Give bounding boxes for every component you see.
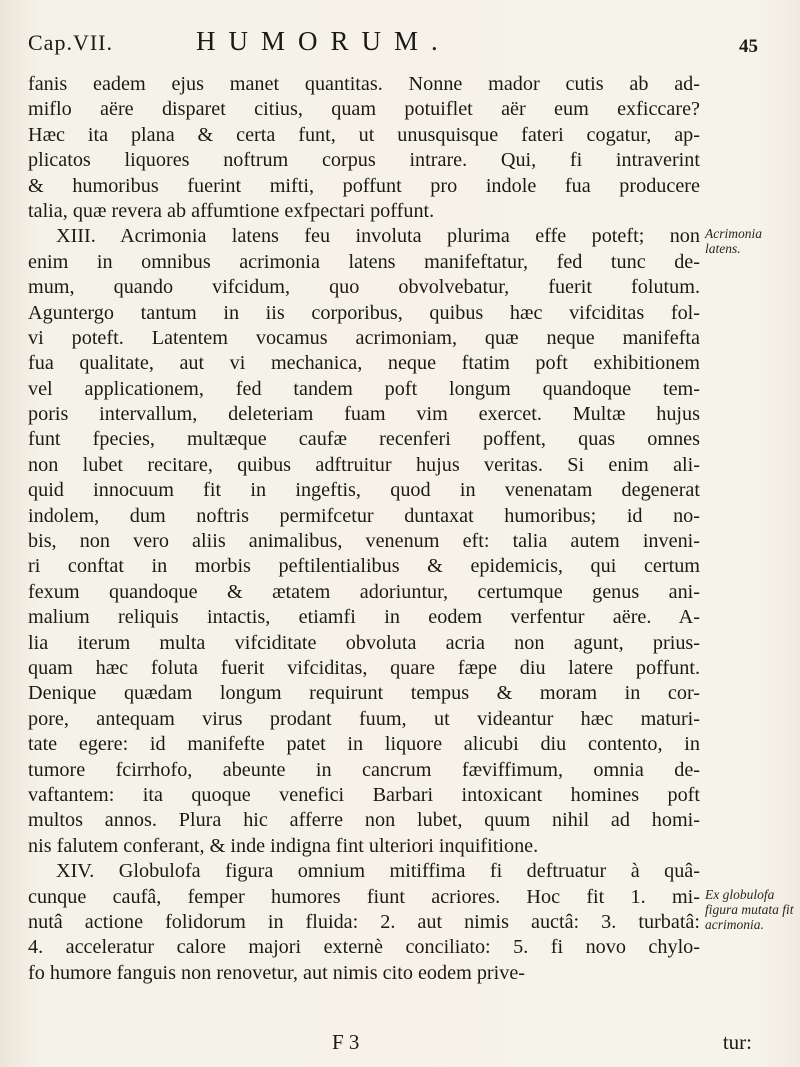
text-line: Denique quædam longum requirunt tempus & moram in cor- bbox=[28, 682, 700, 705]
text-line: vi poteft. Latentem vocamus acrimoniam, quæ neque manifefta bbox=[28, 326, 700, 349]
running-title: HUMORUM. bbox=[196, 26, 451, 56]
text-line: Aguntergo tantum in iis corporibus, quibus hæc vifciditas fol- bbox=[28, 301, 700, 324]
text-line: XIV. Globulofa figura omnium mitiffima fi deftruatur à quâ- bbox=[56, 860, 700, 883]
text-line: vaftantem: ita quoque venefici Barbari intoxicant homines poft bbox=[28, 783, 700, 806]
text-line: fo humore fanguis non renovetur, aut nimis cito eodem prive- bbox=[28, 961, 526, 984]
text-line: mum, quando vifcidum, quo obvolvebatur, fuerit folutum. bbox=[28, 276, 700, 299]
text-line: lia iterum multa vifciditate obvoluta acria non agunt, prius- bbox=[28, 631, 700, 654]
catchword: tur: bbox=[722, 1030, 752, 1054]
chapter-label: Cap.VII. bbox=[28, 30, 113, 55]
text-line: multos annos. Plura hic afferre non lubet, quum nihil ad homi- bbox=[28, 809, 700, 832]
text-line: vel applicationem, fed tandem poft longum quandoque tem- bbox=[28, 377, 700, 400]
text-line: plicatos liquores noftrum corpus intrare. Qui, fi intraverint bbox=[28, 149, 700, 172]
text-line: quid innocuum fit in ingeftis, quod in venenatam degenerat bbox=[28, 479, 700, 502]
text-line: cunque caufâ, femper humores fiunt acriores. Hoc fit 1. mi- bbox=[28, 885, 700, 908]
text-line: ri conftat in morbis peftilentialibus & epidemicis, qui certum bbox=[28, 555, 700, 578]
text-line: tumore fcirrhofo, abeunte in cancrum fæviffimum, omnia de- bbox=[28, 758, 700, 781]
text-line: enim in omnibus acrimonia latens manifeftatur, fed tunc de- bbox=[28, 250, 700, 273]
text-line: non lubet recitare, quibus adftruitur hujus veritas. Si enim ali- bbox=[28, 453, 700, 476]
text-line: tate egere: id manifefte patet in liquore alicubi diu contento, in bbox=[28, 733, 700, 756]
text-line: indolem, dum noftris permifcetur duntaxat humoribus; id no- bbox=[28, 504, 700, 527]
text-line: fexum quandoque & ætatem adoriuntur, certumque genus ani- bbox=[28, 580, 700, 603]
text-line: nutâ actione folidorum in fluida: 2. aut nimis auctâ: 3. turbatâ: bbox=[28, 910, 700, 933]
text-line: poris intervallum, deleteriam fuam vim exercet. Multæ hujus bbox=[28, 403, 700, 426]
signature-mark: F 3 bbox=[332, 1030, 360, 1054]
margin-note: Acrimonia latens. bbox=[705, 226, 762, 257]
text-line: bis, non vero aliis animalibus, venenum eft: talia autem inveni- bbox=[28, 530, 700, 553]
text-line: nis falutem conferant, & inde indigna fint ulteriori inquifitione. bbox=[28, 834, 539, 857]
text-line: quam hæc foluta fuerit vifciditas, quare fæpe diu latere poffunt. bbox=[28, 656, 700, 679]
text-line: & humoribus fuerint mifti, poffunt pro indole fua producere bbox=[28, 174, 700, 197]
page-footer bbox=[332, 1030, 752, 1058]
running-head bbox=[28, 22, 770, 66]
text-line: talia, quæ revera ab affumtione exfpectari poffunt. bbox=[28, 199, 435, 222]
margin-note: Ex globulofa figura mutata fit acrimonia. bbox=[705, 886, 794, 932]
text-line: Hæc ita plana & certa funt, ut unusquisque fateri cogatur, ap- bbox=[28, 123, 700, 146]
text-line: pore, antequam virus prodant fuum, ut videantur hæc maturi- bbox=[28, 707, 700, 730]
text-line: fua qualitate, aut vi mechanica, neque ftatim poft exhibitionem bbox=[28, 352, 700, 375]
text-line: 4. acceleratur calore majori externè conciliato: 5. fi novo chylo- bbox=[28, 936, 700, 959]
text-line: funt fpecies, multæque caufæ recenferi poffent, quas omnes bbox=[28, 428, 700, 451]
text-line: malium reliquis intactis, etiamfi in eodem verfentur aëre. A- bbox=[28, 606, 700, 629]
text-line: fanis eadem ejus manet quantitas. Nonne mador cutis ab ad- bbox=[28, 73, 700, 95]
text-line: XIII. Acrimonia latens feu involuta plurima effe poteft; non bbox=[56, 225, 700, 248]
page-number: 45 bbox=[739, 36, 758, 57]
body-text bbox=[28, 72, 700, 986]
text-line: miflo aëre disparet citius, quam potuiflet aër eum exficcare? bbox=[28, 98, 700, 121]
